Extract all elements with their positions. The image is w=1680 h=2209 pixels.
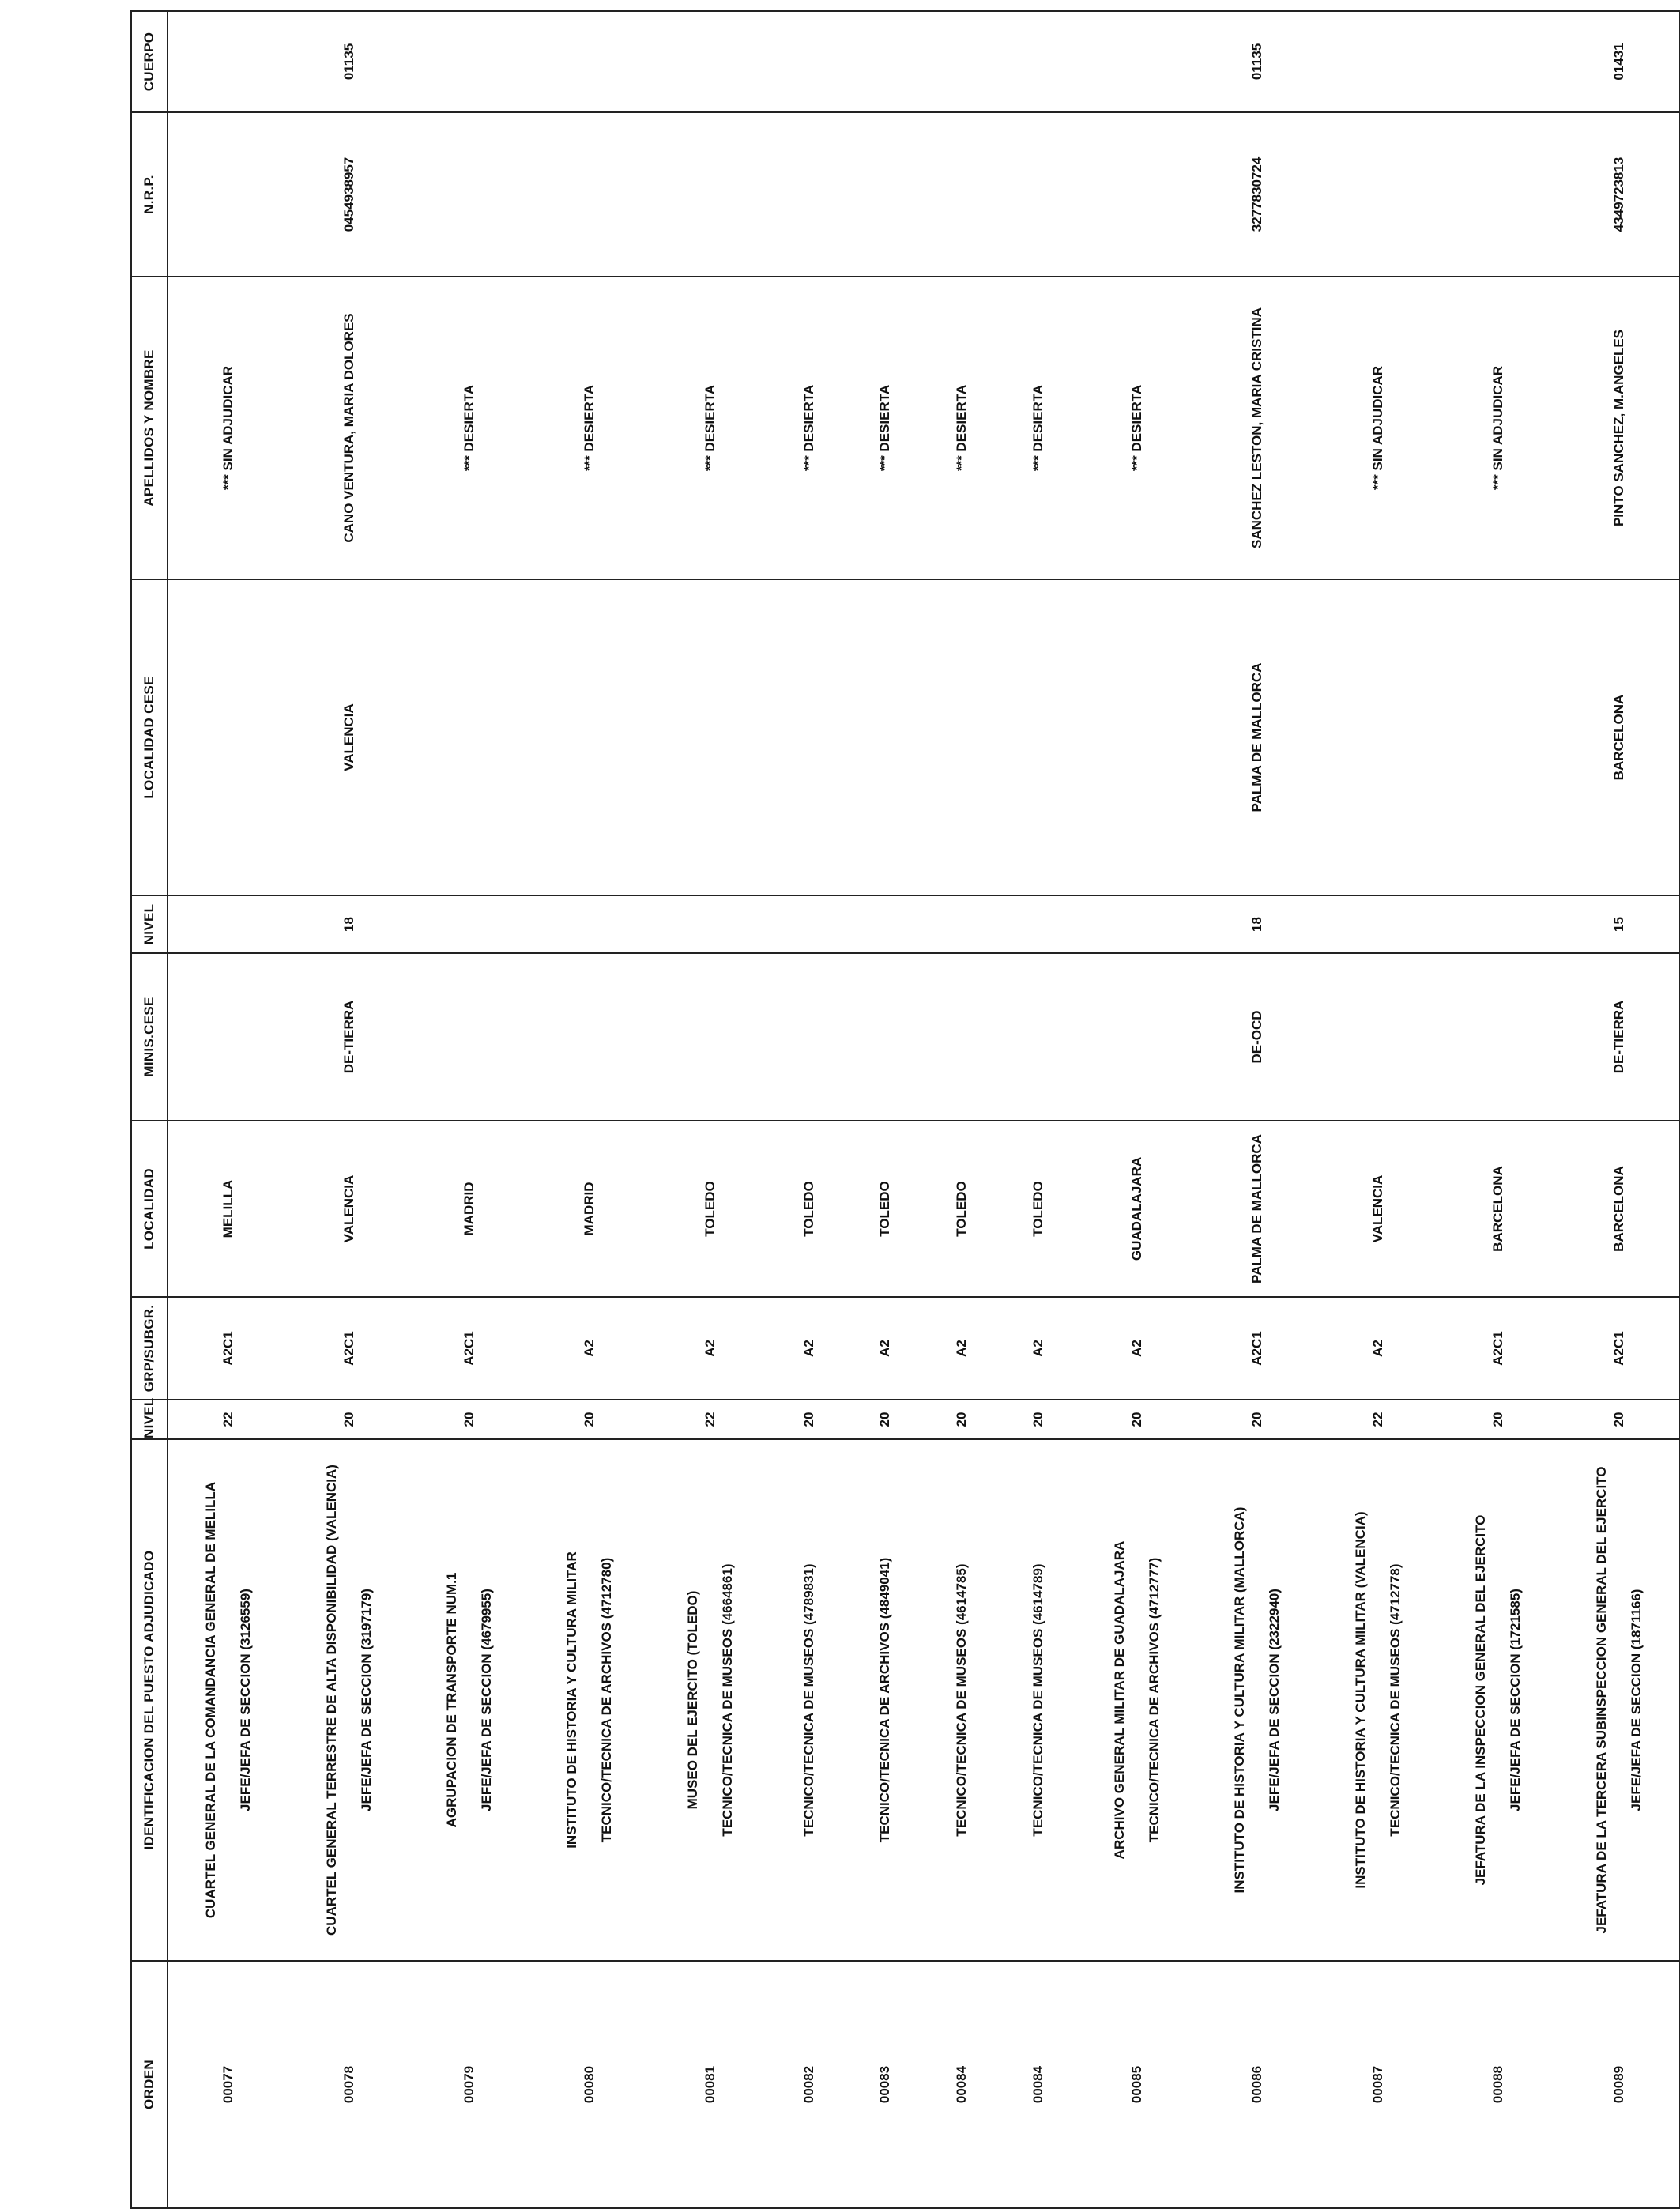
cell-orden: 00088: [1438, 1961, 1558, 2208]
cell-nrp: [924, 112, 1000, 277]
cell-localidad: MELILLA: [168, 1121, 288, 1297]
cell-grupo: A2: [529, 1297, 650, 1400]
cell-identificacion: [847, 1439, 924, 1961]
table-row: [1000, 11, 1077, 2208]
cell-apellidos: *** DESIERTA: [770, 277, 847, 579]
cell-grupo: A2: [1000, 1297, 1077, 1400]
unidad-label: JEFATURA DE LA TERCERA SUBINSPECCION GENERAL DEL EJERCITO: [1593, 1466, 1609, 1934]
puesto-label: TECNICO/TECNICA DE MUSEOS (4614785): [954, 1563, 970, 1837]
cell-cuerpo: [650, 11, 770, 112]
cell-localidad: MADRID: [529, 1121, 650, 1297]
header-row: [131, 11, 168, 2208]
cell-nivel: 20: [847, 1400, 924, 1439]
cell-localidad-cese: [168, 579, 288, 895]
cell-orden: 00077: [168, 1961, 288, 2208]
cell-orden: 00082: [770, 1961, 847, 2208]
cell-localidad-cese: VALENCIA: [288, 579, 409, 895]
cell-nivel-cese: [409, 895, 529, 953]
table-body: [168, 11, 1680, 2208]
cell-identificacion: [1077, 1439, 1197, 1961]
cell-apellidos: *** DESIERTA: [650, 277, 770, 579]
header-localidad: LOCALIDAD: [131, 1121, 168, 1297]
puesto-label: TECNICO/TECNICA DE MUSEOS (4712778): [1387, 1563, 1403, 1837]
table-row: [1558, 11, 1680, 2208]
cell-nrp: [168, 112, 288, 277]
cell-orden: 00084: [1000, 1961, 1077, 2208]
header-minis-cese: MINIS.CESE: [131, 953, 168, 1121]
table-row: [529, 11, 650, 2208]
cell-localidad-cese: [650, 579, 770, 895]
cell-nivel-cese: 18: [1197, 895, 1317, 953]
table-row: [770, 11, 847, 2208]
puesto-label: TECNICO/TECNICA DE ARCHIVOS (4712777): [1147, 1557, 1162, 1843]
cell-grupo: A2C1: [1438, 1297, 1558, 1400]
cell-cuerpo: [1000, 11, 1077, 112]
cell-localidad: TOLEDO: [924, 1121, 1000, 1297]
cell-nivel: 20: [1077, 1400, 1197, 1439]
cell-minis-cese: DE-TIERRA: [1558, 953, 1680, 1121]
cell-nivel-cese: [1318, 895, 1438, 953]
cell-nivel-cese: [924, 895, 1000, 953]
cell-minis-cese: [1318, 953, 1438, 1121]
cell-nrp: [409, 112, 529, 277]
cell-nrp: [847, 112, 924, 277]
cell-nivel: 22: [1318, 1400, 1438, 1439]
table-row: [168, 11, 288, 2208]
table-row: [1197, 11, 1317, 2208]
cell-nivel-cese: 18: [288, 895, 409, 953]
cell-grupo: A2C1: [1558, 1297, 1680, 1400]
unidad-label: MUSEO DEL EJERCITO (TOLEDO): [684, 1590, 700, 1810]
puesto-label: TECNICO/TECNICA DE MUSEOS (4664861): [719, 1563, 735, 1837]
cell-grupo: A2: [770, 1297, 847, 1400]
header-identificacion: IDENTIFICACION DEL PUESTO ADJUDICADO: [131, 1439, 168, 1961]
header-localidad-cese: LOCALIDAD CESE: [131, 579, 168, 895]
cell-minis-cese: DE-TIERRA: [288, 953, 409, 1121]
cell-minis-cese: DE-OCD: [1197, 953, 1317, 1121]
cell-cuerpo: 01135: [288, 11, 409, 112]
cell-apellidos: *** DESIERTA: [924, 277, 1000, 579]
cell-minis-cese: [1077, 953, 1197, 1121]
cell-cuerpo: [1438, 11, 1558, 112]
table-row: [847, 11, 924, 2208]
cell-nrp: [650, 112, 770, 277]
unidad-label: INSTITUTO DE HISTORIA Y CULTURA MILITAR (VALENCIA): [1352, 1511, 1368, 1889]
adjudication-table: [130, 10, 1680, 2209]
cell-apellidos: *** DESIERTA: [409, 277, 529, 579]
cell-grupo: A2: [924, 1297, 1000, 1400]
cell-cuerpo: 01431: [1558, 11, 1680, 112]
cell-minis-cese: [650, 953, 770, 1121]
cell-minis-cese: [1000, 953, 1077, 1121]
cell-nrp: [770, 112, 847, 277]
cell-nivel-cese: [847, 895, 924, 953]
table-row: [1077, 11, 1197, 2208]
cell-cuerpo: [168, 11, 288, 112]
cell-nivel: 22: [168, 1400, 288, 1439]
cell-localidad: GUADALAJARA: [1077, 1121, 1197, 1297]
cell-nivel-cese: [650, 895, 770, 953]
cell-cuerpo: [924, 11, 1000, 112]
unidad-label: CUARTEL GENERAL DE LA COMANDANCIA GENERAL DE MELILLA: [203, 1481, 219, 1919]
cell-cuerpo: [529, 11, 650, 112]
unidad-label: INSTITUTO DE HISTORIA Y CULTURA MILITAR: [564, 1551, 580, 1849]
cell-nivel-cese: 15: [1558, 895, 1680, 953]
cell-orden: 00083: [847, 1961, 924, 2208]
cell-nivel-cese: [168, 895, 288, 953]
cell-apellidos: *** SIN ADJUDICAR: [168, 277, 288, 579]
cell-grupo: A2: [1077, 1297, 1197, 1400]
cell-nivel: 20: [924, 1400, 1000, 1439]
cell-grupo: A2C1: [288, 1297, 409, 1400]
cell-identificacion: [1318, 1439, 1438, 1961]
cell-localidad: BARCELONA: [1558, 1121, 1680, 1297]
cell-grupo: A2: [1318, 1297, 1438, 1400]
cell-orden: 00084: [924, 1961, 1000, 2208]
cell-localidad-cese: [924, 579, 1000, 895]
cell-localidad-cese: BARCELONA: [1558, 579, 1680, 895]
puesto-label: JEFE/JEFA DE SECCION (4679955): [479, 1589, 495, 1811]
cell-nivel: 20: [1558, 1400, 1680, 1439]
cell-nivel-cese: [529, 895, 650, 953]
cell-identificacion: [1000, 1439, 1077, 1961]
cell-nivel-cese: [1438, 895, 1558, 953]
cell-apellidos: CANO VENTURA, MARIA DOLORES: [288, 277, 409, 579]
cell-orden: 00089: [1558, 1961, 1680, 2208]
cell-nivel-cese: [1077, 895, 1197, 953]
cell-identificacion: [529, 1439, 650, 1961]
cell-grupo: A2C1: [409, 1297, 529, 1400]
cell-identificacion: [924, 1439, 1000, 1961]
puesto-label: TECNICO/TECNICA DE ARCHIVOS (4849041): [877, 1557, 893, 1843]
table-row: [409, 11, 529, 2208]
table-row: [1318, 11, 1438, 2208]
cell-nrp: [1438, 112, 1558, 277]
unidad-label: INSTITUTO DE HISTORIA Y CULTURA MILITAR (MALLORCA): [1232, 1506, 1248, 1894]
cell-localidad: TOLEDO: [1000, 1121, 1077, 1297]
cell-localidad: VALENCIA: [288, 1121, 409, 1297]
puesto-label: JEFE/JEFA DE SECCION (1721585): [1508, 1589, 1524, 1811]
cell-apellidos: *** DESIERTA: [1000, 277, 1077, 579]
cell-identificacion: [409, 1439, 529, 1961]
header-grupo: GRP/SUBGR.: [131, 1297, 168, 1400]
cell-localidad-cese: [529, 579, 650, 895]
cell-nivel: 20: [288, 1400, 409, 1439]
cell-cuerpo: [770, 11, 847, 112]
cell-identificacion: [168, 1439, 288, 1961]
cell-identificacion: [770, 1439, 847, 1961]
unidad-label: CUARTEL GENERAL TERRESTRE DE ALTA DISPONIBILIDAD (VALENCIA): [323, 1464, 339, 1936]
puesto-label: TECNICO/TECNICA DE MUSEOS (4789831): [800, 1563, 816, 1837]
cell-orden: 00085: [1077, 1961, 1197, 2208]
cell-grupo: A2C1: [168, 1297, 288, 1400]
cell-grupo: A2: [847, 1297, 924, 1400]
cell-nivel: 20: [409, 1400, 529, 1439]
cell-apellidos: SANCHEZ LESTON, MARIA CRISTINA: [1197, 277, 1317, 579]
cell-nivel: 20: [1438, 1400, 1558, 1439]
cell-localidad: TOLEDO: [770, 1121, 847, 1297]
cell-nrp: [1077, 112, 1197, 277]
cell-identificacion: [288, 1439, 409, 1961]
cell-nivel: 20: [529, 1400, 650, 1439]
cell-nivel: 20: [1197, 1400, 1317, 1439]
cell-orden: 00087: [1318, 1961, 1438, 2208]
cell-localidad-cese: [1318, 579, 1438, 895]
cell-identificacion: [650, 1439, 770, 1961]
cell-identificacion: [1558, 1439, 1680, 1961]
cell-localidad-cese: [847, 579, 924, 895]
adjudication-table-page: [130, 12, 1680, 2209]
table-row: [1438, 11, 1558, 2208]
cell-orden: 00080: [529, 1961, 650, 2208]
cell-nrp: 4349723813: [1558, 112, 1680, 277]
cell-nivel: 22: [650, 1400, 770, 1439]
cell-minis-cese: [529, 953, 650, 1121]
cell-nivel: 20: [770, 1400, 847, 1439]
cell-localidad: PALMA DE MALLORCA: [1197, 1121, 1317, 1297]
cell-localidad: BARCELONA: [1438, 1121, 1558, 1297]
cell-minis-cese: [1438, 953, 1558, 1121]
cell-cuerpo: 01135: [1197, 11, 1317, 112]
puesto-label: JEFE/JEFA DE SECCION (3197179): [358, 1589, 374, 1811]
cell-apellidos: *** SIN ADJUDICAR: [1318, 277, 1438, 579]
header-apellidos: APELLIDOS Y NOMBRE: [131, 277, 168, 579]
cell-nrp: [1318, 112, 1438, 277]
cell-nrp: [529, 112, 650, 277]
cell-localidad-cese: [1438, 579, 1558, 895]
cell-orden: 00081: [650, 1961, 770, 2208]
puesto-label: TECNICO/TECNICA DE MUSEOS (4614789): [1030, 1563, 1046, 1837]
cell-apellidos: *** SIN ADJUDICAR: [1438, 277, 1558, 579]
table-row: [650, 11, 770, 2208]
cell-localidad-cese: [409, 579, 529, 895]
cell-minis-cese: [409, 953, 529, 1121]
cell-orden: 00086: [1197, 1961, 1317, 2208]
cell-minis-cese: [770, 953, 847, 1121]
table-row: [924, 11, 1000, 2208]
puesto-label: JEFE/JEFA DE SECCION (2322940): [1267, 1589, 1283, 1811]
cell-orden: 00078: [288, 1961, 409, 2208]
cell-grupo: A2: [650, 1297, 770, 1400]
cell-nrp: 0454938957: [288, 112, 409, 277]
cell-localidad: MADRID: [409, 1121, 529, 1297]
cell-orden: 00079: [409, 1961, 529, 2208]
unidad-label: ARCHIVO GENERAL MILITAR DE GUADALAJARA: [1112, 1540, 1128, 1860]
cell-localidad-cese: [1077, 579, 1197, 895]
cell-minis-cese: [847, 953, 924, 1121]
cell-minis-cese: [924, 953, 1000, 1121]
cell-cuerpo: [409, 11, 529, 112]
table-row: [288, 11, 409, 2208]
header-nrp: N.R.P.: [131, 112, 168, 277]
cell-nrp: [1000, 112, 1077, 277]
cell-apellidos: *** DESIERTA: [1077, 277, 1197, 579]
cell-cuerpo: [1077, 11, 1197, 112]
unidad-label: JEFATURA DE LA INSPECCION GENERAL DEL EJERCITO: [1473, 1514, 1489, 1886]
cell-apellidos: *** DESIERTA: [847, 277, 924, 579]
cell-localidad: VALENCIA: [1318, 1121, 1438, 1297]
header-cuerpo: CUERPO: [131, 11, 168, 112]
header-nivel-cese: NIVEL: [131, 895, 168, 953]
header-nivel: NIVEL: [131, 1400, 168, 1439]
cell-nivel: 20: [1000, 1400, 1077, 1439]
puesto-label: TECNICO/TECNICA DE ARCHIVOS (4712780): [599, 1557, 615, 1843]
cell-identificacion: [1197, 1439, 1317, 1961]
cell-cuerpo: [847, 11, 924, 112]
cell-nivel-cese: [770, 895, 847, 953]
cell-localidad-cese: [770, 579, 847, 895]
cell-apellidos: *** DESIERTA: [529, 277, 650, 579]
cell-localidad: TOLEDO: [847, 1121, 924, 1297]
puesto-label: JEFE/JEFA DE SECCION (1871166): [1628, 1589, 1644, 1811]
cell-apellidos: PINTO SANCHEZ, M.ANGELES: [1558, 277, 1680, 579]
puesto-label: JEFE/JEFA DE SECCION (3126559): [238, 1589, 254, 1811]
unidad-label: AGRUPACION DE TRANSPORTE NUM.1: [444, 1572, 460, 1828]
cell-nivel-cese: [1000, 895, 1077, 953]
cell-localidad-cese: PALMA DE MALLORCA: [1197, 579, 1317, 895]
cell-nrp: 3277830724: [1197, 112, 1317, 277]
cell-localidad: TOLEDO: [650, 1121, 770, 1297]
cell-localidad-cese: [1000, 579, 1077, 895]
cell-identificacion: [1438, 1439, 1558, 1961]
cell-grupo: A2C1: [1197, 1297, 1317, 1400]
cell-minis-cese: [168, 953, 288, 1121]
header-orden: ORDEN: [131, 1961, 168, 2208]
cell-cuerpo: [1318, 11, 1438, 112]
